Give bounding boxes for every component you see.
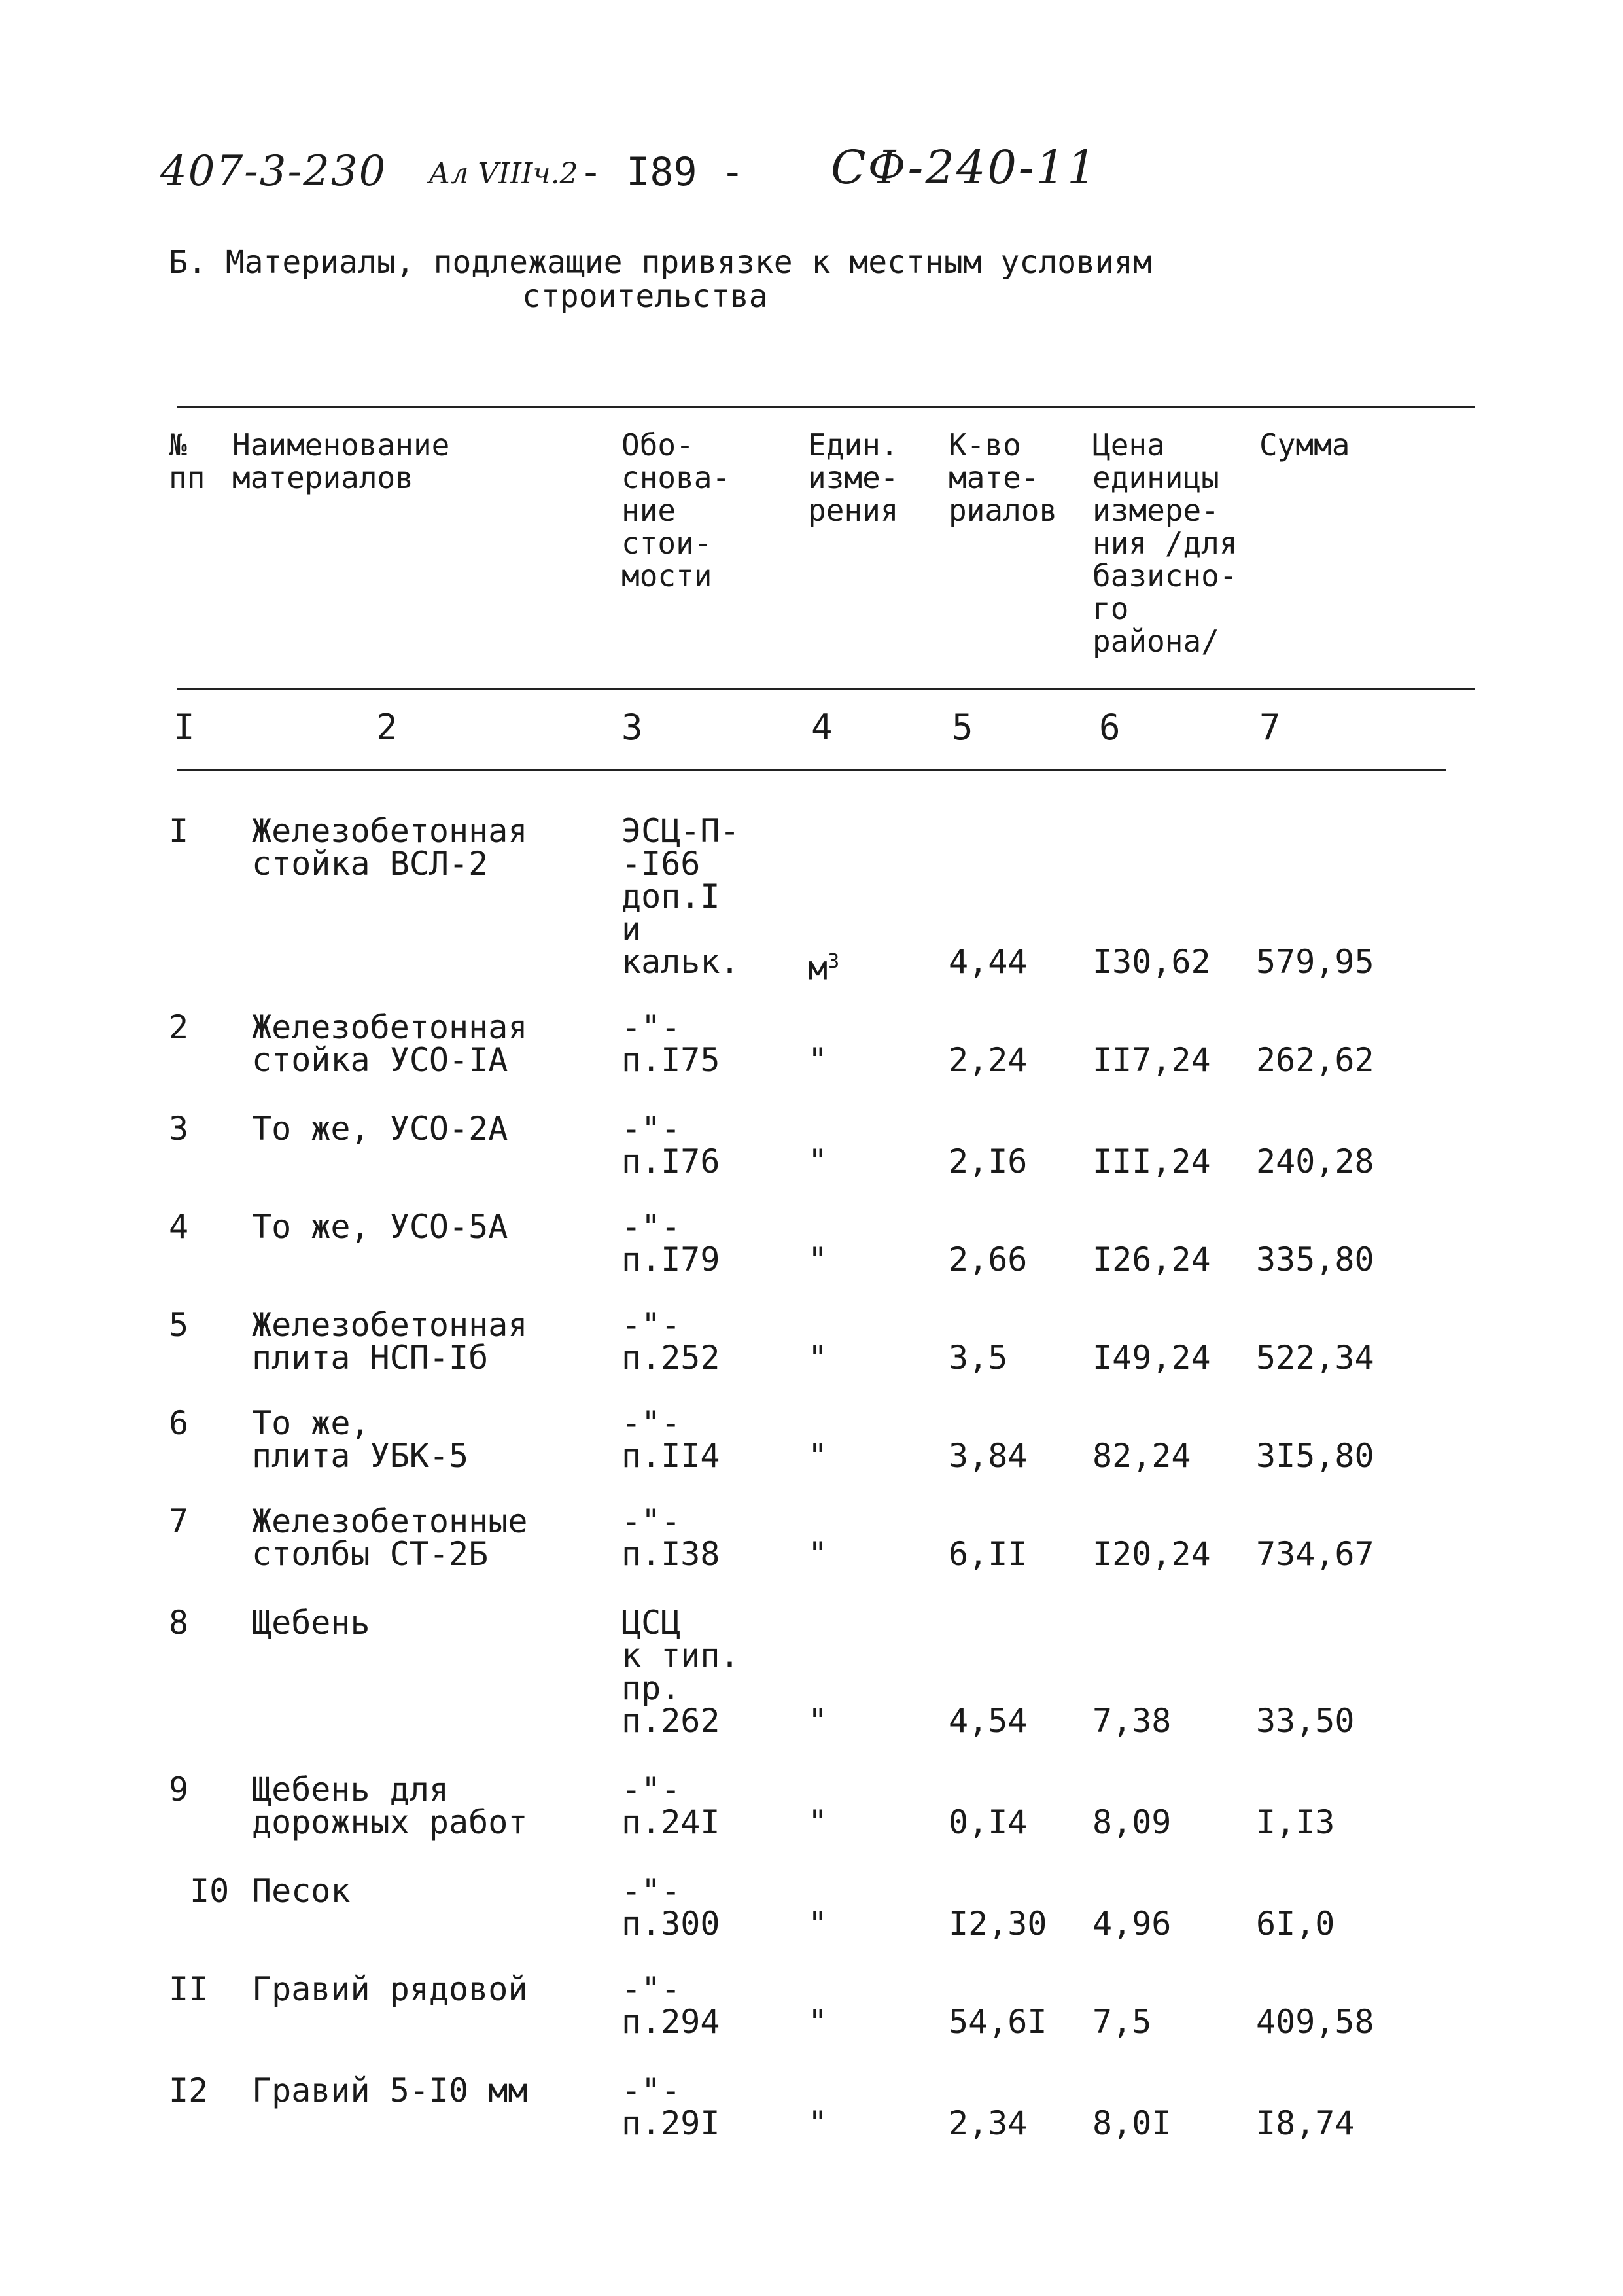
- sum: 409,58: [1256, 2003, 1374, 2041]
- material-name: Гравий рядовой: [252, 1970, 528, 2008]
- header-basis: Обо- снова- ние стои- мости: [621, 427, 731, 593]
- quantity: 2,34: [949, 2104, 1028, 2142]
- unit: ": [808, 1702, 828, 1740]
- sum: 734,67: [1256, 1535, 1374, 1573]
- material-name: Щебень для дорожных работ: [252, 1771, 528, 1841]
- material-name: Железобетонная стойка ВСЛ-2: [252, 812, 528, 883]
- quantity: 4,44: [949, 943, 1028, 981]
- handwritten-project-code: 407-3-230: [160, 147, 387, 196]
- material-name: То же, плита УБК-5: [252, 1404, 469, 1475]
- unit-price: 8,09: [1092, 1803, 1172, 1841]
- column-number: 7: [1259, 707, 1281, 748]
- header-bottom-rule: [177, 688, 1475, 690]
- section-title: [169, 245, 1152, 313]
- sum: 522,34: [1256, 1339, 1374, 1377]
- section-title-line1: Б. Материалы, подлежащие привязке к местным условиям: [169, 244, 1152, 281]
- page-number: - I89 -: [579, 149, 744, 195]
- row-number: 3: [169, 1110, 189, 1148]
- sum: 262,62: [1256, 1041, 1374, 1079]
- quantity: 4,54: [949, 1702, 1028, 1740]
- cost-basis: ЭСЦ-П- -I66 доп.I и кальк.: [621, 812, 740, 981]
- unit: ": [808, 2003, 828, 2041]
- row-number: 6: [169, 1404, 189, 1442]
- header-unit-price: Цена единицы измере- ния /для базисно- го района/: [1092, 427, 1238, 659]
- row-number: I0: [190, 1872, 230, 1910]
- cost-basis: -"- п.300: [621, 1872, 720, 1943]
- column-number: 6: [1099, 707, 1121, 748]
- cost-basis: ЦСЦ к тип. пр. п.262: [621, 1604, 740, 1740]
- unit-price: II7,24: [1092, 1041, 1211, 1079]
- row-number: 7: [169, 1502, 189, 1540]
- material-name: Песок: [252, 1872, 351, 1910]
- material-name: Железобетонные столбы СТ-2Б: [252, 1502, 528, 1573]
- cost-basis: -"- п.II4: [621, 1404, 720, 1475]
- material-name: Гравий 5-I0 мм: [252, 2072, 528, 2110]
- unit: ": [808, 1041, 828, 1079]
- section-title-line2: строительства: [522, 278, 768, 315]
- sum: 6I,0: [1256, 1905, 1335, 1943]
- quantity: 54,6I: [949, 2003, 1047, 2041]
- quantity: 6,II: [949, 1535, 1028, 1573]
- header-sum: Сумма: [1259, 427, 1350, 463]
- row-number: 5: [169, 1306, 189, 1344]
- unit: ": [808, 1241, 828, 1279]
- unit-price: I26,24: [1092, 1241, 1211, 1279]
- unit-price: I49,24: [1092, 1339, 1211, 1377]
- row-number: I2: [169, 2072, 209, 2110]
- quantity: 3,84: [949, 1437, 1028, 1475]
- sum: 579,95: [1256, 943, 1374, 981]
- unit-price: 7,5: [1092, 2003, 1152, 2041]
- row-number: 4: [169, 1208, 189, 1246]
- sum: I,I3: [1256, 1803, 1335, 1841]
- unit: ": [808, 1142, 828, 1180]
- unit-price: III,24: [1092, 1142, 1211, 1180]
- unit: ": [808, 1535, 828, 1573]
- sum: 33,50: [1256, 1702, 1355, 1740]
- quantity: 2,24: [949, 1041, 1028, 1079]
- row-number: 9: [169, 1771, 189, 1809]
- unit: ": [808, 1803, 828, 1841]
- cost-basis: -"- п.I76: [621, 1110, 720, 1180]
- unit-price: I30,62: [1092, 943, 1211, 981]
- header-unit: Един. изме- рения: [808, 427, 899, 528]
- material-name: То же, УСО-2А: [252, 1110, 508, 1148]
- handwritten-doc-ref: СФ-240-11: [831, 141, 1098, 194]
- column-number: 4: [811, 707, 833, 748]
- quantity: I2,30: [949, 1905, 1047, 1943]
- handwritten-sheet-ref: Ал VIIIч.2: [428, 157, 578, 190]
- quantity: 3,5: [949, 1339, 1008, 1377]
- unit-price: 8,0I: [1092, 2104, 1172, 2142]
- cost-basis: -"- п.I79: [621, 1208, 720, 1279]
- table-top-rule: [177, 406, 1475, 408]
- unit: ": [808, 2104, 828, 2142]
- row-number: 2: [169, 1008, 189, 1046]
- unit: [808, 945, 839, 985]
- column-number: 5: [952, 707, 973, 748]
- unit-price: 82,24: [1092, 1437, 1191, 1475]
- sum: 335,80: [1256, 1241, 1374, 1279]
- unit-price: I20,24: [1092, 1535, 1211, 1573]
- header-name: Наименование материалов: [232, 427, 450, 495]
- column-numbers-rule: [177, 769, 1446, 771]
- cost-basis: -"- п.29I: [621, 2072, 720, 2142]
- cost-basis: -"- п.I75: [621, 1008, 720, 1079]
- sum: 240,28: [1256, 1142, 1374, 1180]
- row-number: 8: [169, 1604, 189, 1642]
- quantity: 2,66: [949, 1241, 1028, 1279]
- header-quantity: К-во мате- риалов: [949, 427, 1058, 528]
- row-number: I: [169, 812, 189, 850]
- material-name: Железобетонная плита НСП-Iб: [252, 1306, 528, 1377]
- cost-basis: -"- п.252: [621, 1306, 720, 1377]
- sum: 3I5,80: [1256, 1437, 1374, 1475]
- header-number: № пп: [169, 427, 205, 495]
- unit-exponent: 3: [828, 950, 840, 973]
- sum: I8,74: [1256, 2104, 1355, 2142]
- unit: ": [808, 1339, 828, 1377]
- material-name: Железобетонная стойка УСО-IA: [252, 1008, 528, 1079]
- column-number: I: [173, 707, 195, 748]
- cost-basis: -"- п.24I: [621, 1771, 720, 1841]
- unit-price: 7,38: [1092, 1702, 1172, 1740]
- unit: ": [808, 1437, 828, 1475]
- material-name: Щебень: [252, 1604, 370, 1642]
- cost-basis: -"- п.I38: [621, 1502, 720, 1573]
- cost-basis: -"- п.294: [621, 1970, 720, 2041]
- quantity: 0,I4: [949, 1803, 1028, 1841]
- material-name: То же, УСО-5А: [252, 1208, 508, 1246]
- column-number: 3: [621, 707, 643, 748]
- unit-base: м: [808, 949, 828, 987]
- unit-price: 4,96: [1092, 1905, 1172, 1943]
- row-number: II: [169, 1970, 209, 2008]
- unit: ": [808, 1905, 828, 1943]
- column-number: 2: [376, 707, 398, 748]
- quantity: 2,I6: [949, 1142, 1028, 1180]
